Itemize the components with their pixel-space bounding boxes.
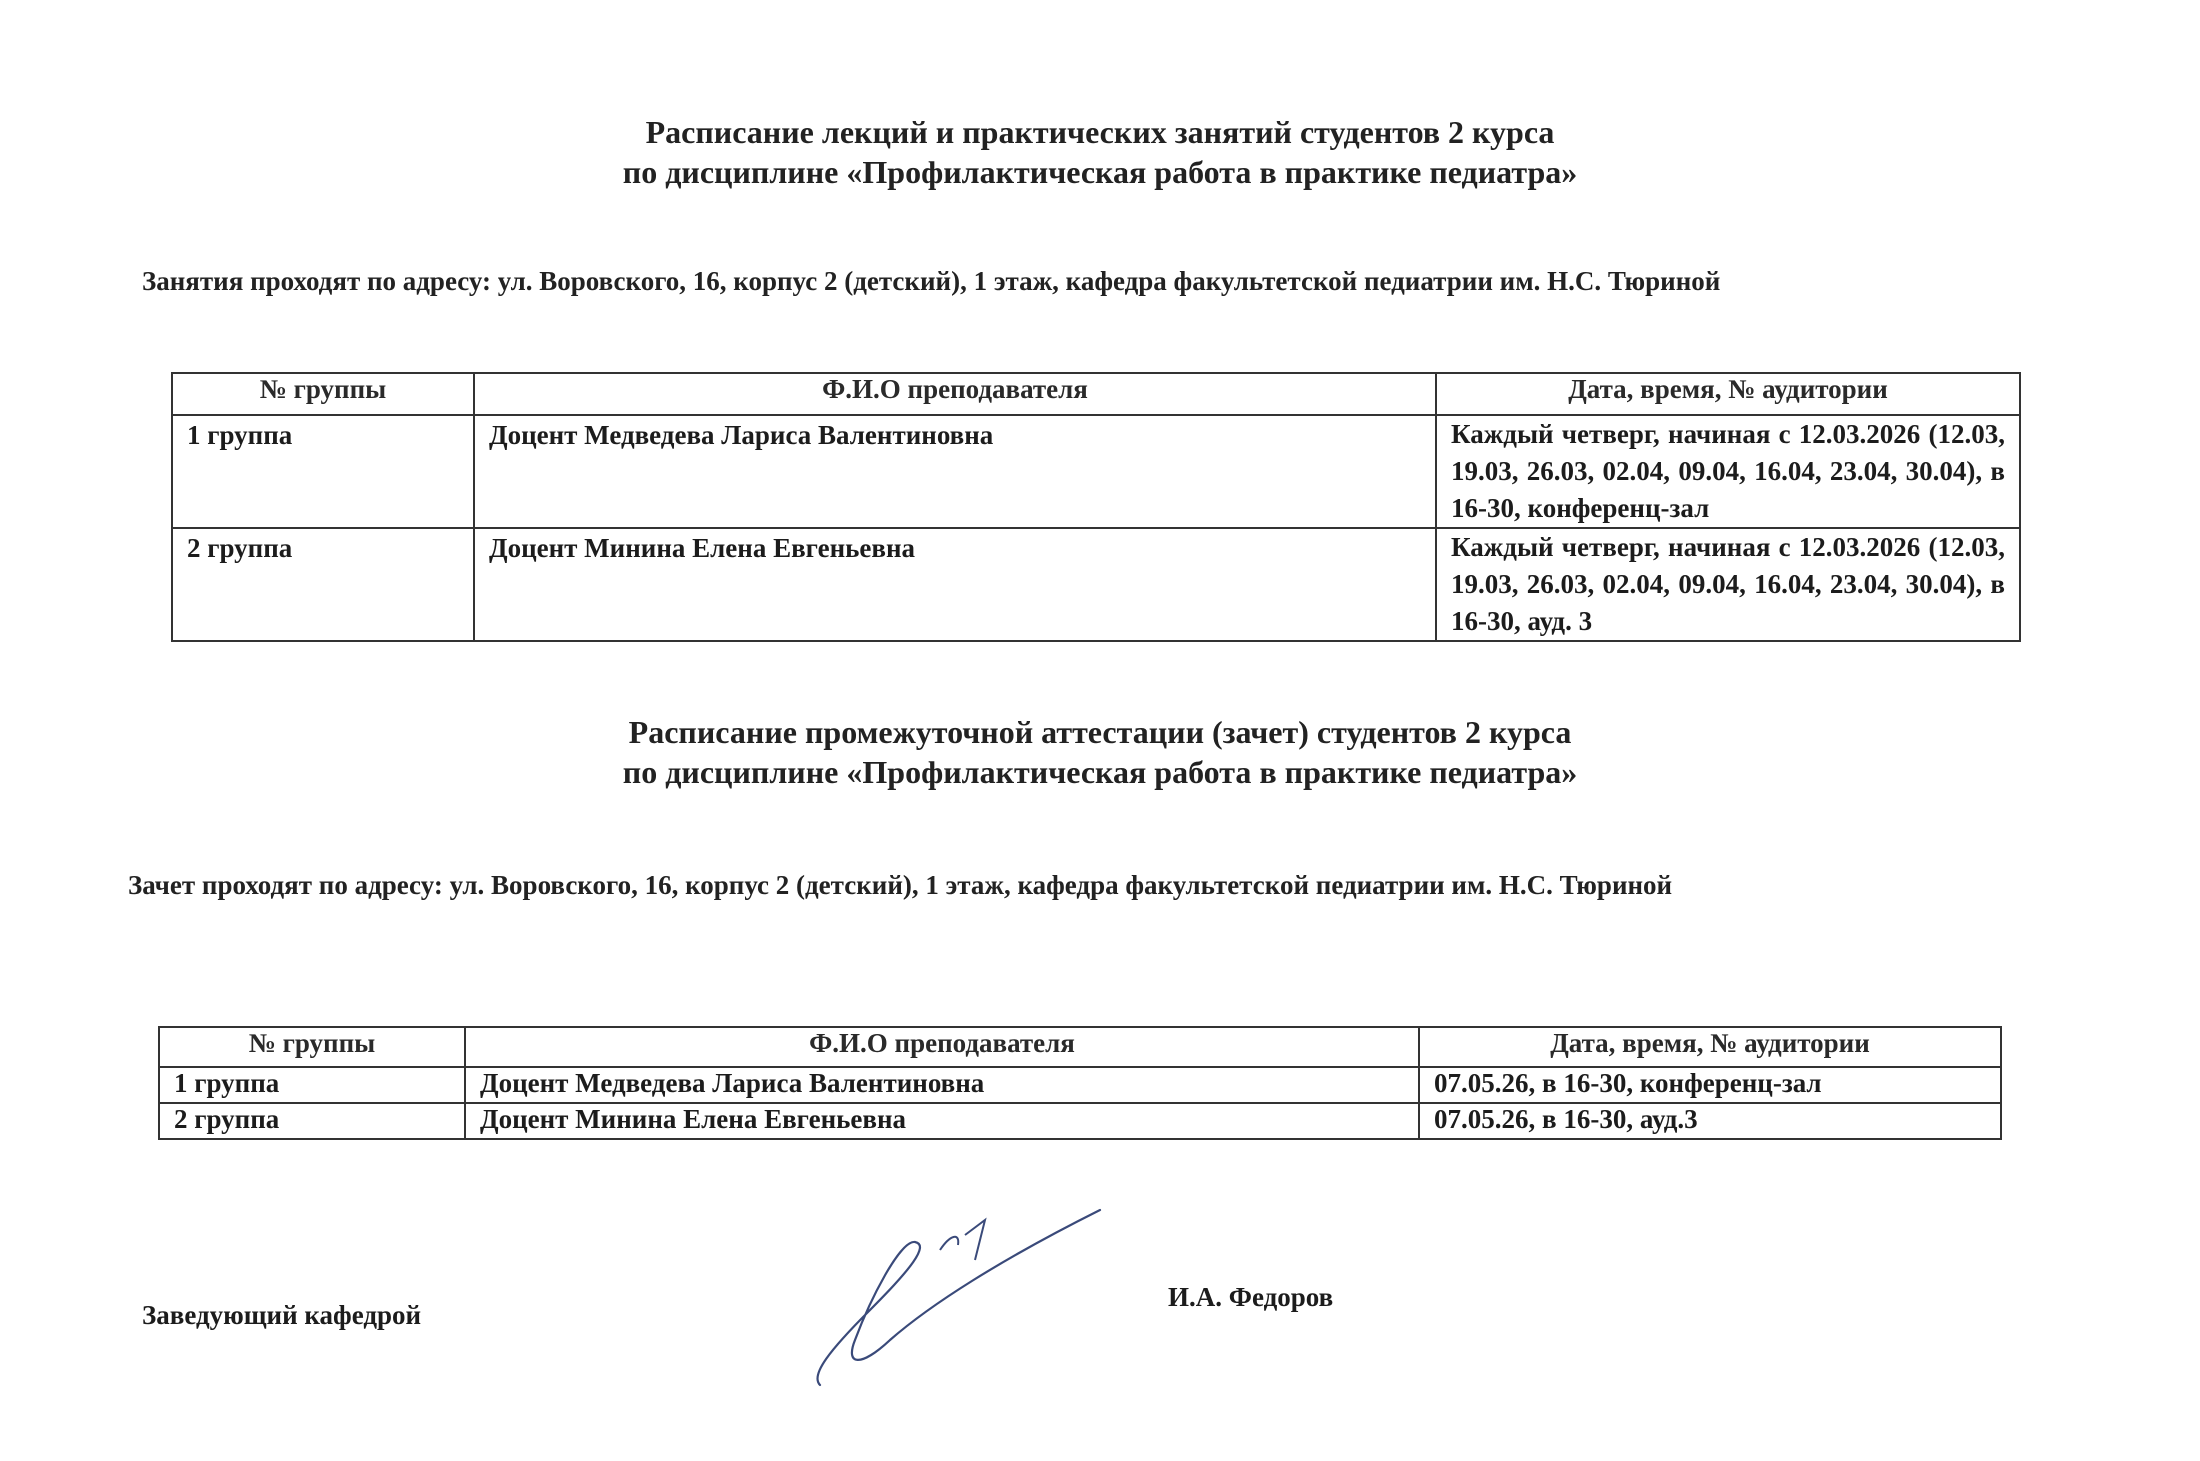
teacher-cell: Доцент Минина Елена Евгеньевна (465, 1103, 1419, 1139)
exam-title-line1: Расписание промежуточной аттестации (зачет) студентов 2 курса (628, 714, 1572, 750)
header-group: № группы (159, 1027, 465, 1067)
header-teacher: Ф.И.О преподавателя (474, 373, 1436, 415)
lectures-header-row (172, 373, 2020, 415)
schedule-cell: 07.05.26, в 16-30, ауд.3 (1419, 1103, 2001, 1139)
header-teacher: Ф.И.О преподавателя (465, 1027, 1419, 1067)
signature-name: И.А. Федоров (1168, 1282, 1334, 1312)
header-schedule: Дата, время, № аудитории (1436, 373, 2020, 415)
exam-title-line2: по дисциплине «Профилактическая работа в практике педиатра» (622, 754, 1578, 790)
group-cell: 2 группа (172, 528, 474, 641)
lectures-table (171, 372, 2021, 642)
handwritten-signature-icon (800, 1190, 1130, 1400)
group-cell: 1 группа (172, 415, 474, 528)
table-row (159, 1067, 2001, 1103)
group-cell: 1 группа (159, 1067, 465, 1103)
exam-title (0, 712, 2200, 792)
teacher-cell: Доцент Медведева Лариса Валентиновна (474, 415, 1436, 528)
table-row (172, 528, 2020, 641)
exam-header-row (159, 1027, 2001, 1067)
exam-address: Зачет проходят по адресу: ул. Воровского, 16, корпус 2 (детский), 1 этаж, кафедра факультетской педиатрии им. Н.С. Тюриной (128, 870, 1673, 900)
lectures-address: Занятия проходят по адресу: ул. Воровского, 16, корпус 2 (детский), 1 этаж, кафедра факультетской педиатрии им. Н.С. Тюриной (142, 266, 1721, 296)
header-group: № группы (172, 373, 474, 415)
lectures-title (0, 112, 2200, 192)
group-cell: 2 группа (159, 1103, 465, 1139)
signature-position: Заведующий кафедрой (142, 1300, 422, 1330)
teacher-cell: Доцент Минина Елена Евгеньевна (474, 528, 1436, 641)
schedule-cell: 07.05.26, в 16-30, конференц-зал (1419, 1067, 2001, 1103)
teacher-cell: Доцент Медведева Лариса Валентиновна (465, 1067, 1419, 1103)
table-row (159, 1103, 2001, 1139)
header-schedule: Дата, время, № аудитории (1419, 1027, 2001, 1067)
exam-table (158, 1026, 2002, 1140)
lectures-title-line2: по дисциплине «Профилактическая работа в практике педиатра» (622, 154, 1578, 190)
lectures-title-line1: Расписание лекций и практических занятий студентов 2 курса (645, 114, 1555, 150)
schedule-cell: Каждый четверг, начиная с 12.03.2026 (12.03, 19.03, 26.03, 02.04, 09.04, 16.04, 23.04, 30.04), в 16-30, ауд. 3 (1436, 528, 2020, 641)
schedule-cell: Каждый четверг, начиная с 12.03.2026 (12.03, 19.03, 26.03, 02.04, 09.04, 16.04, 23.04, 30.04), в 16-30, конференц-зал (1436, 415, 2020, 528)
table-row (172, 415, 2020, 528)
